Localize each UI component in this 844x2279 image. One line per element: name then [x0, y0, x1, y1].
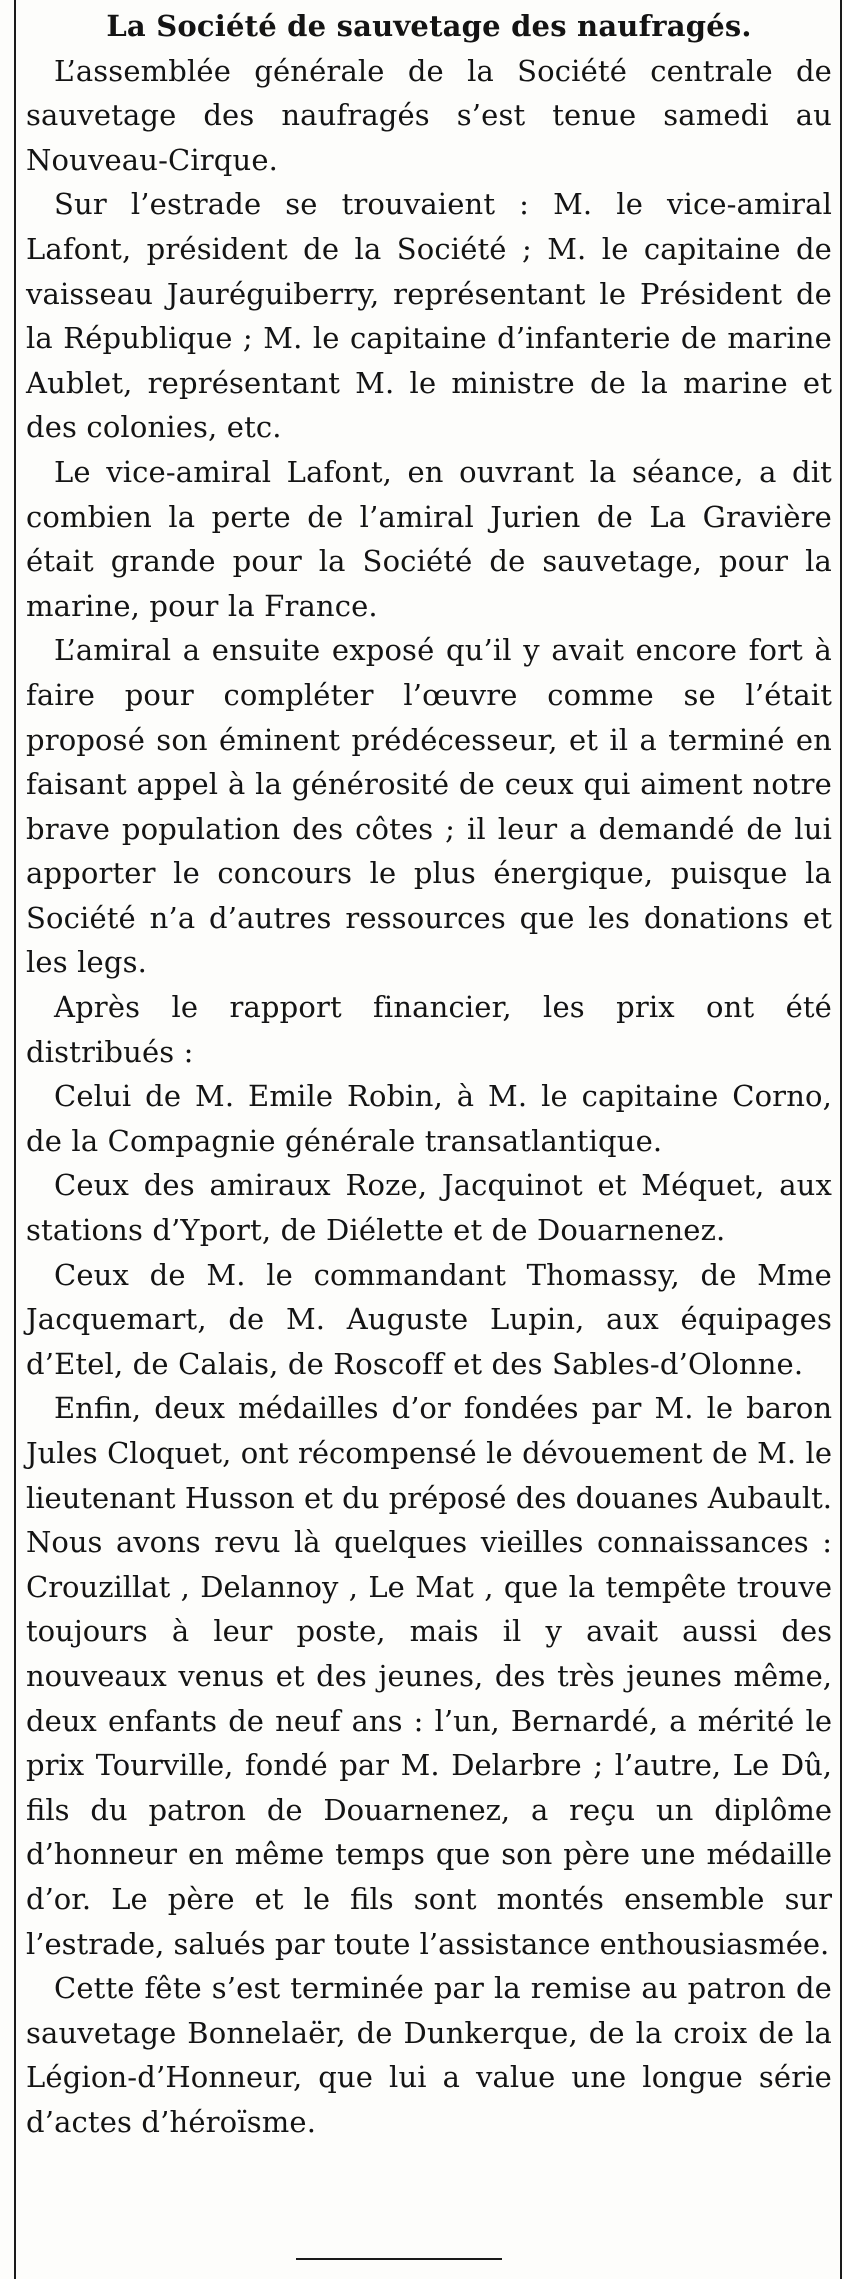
article-headline: La Société de sauvetage des naufragés.	[106, 9, 752, 43]
paragraph-estrade: Sur l’estrade se trouvaient : M. le vice-amiral Lafont, président de la Société ; M. le capitaine de vaisseau Jauréguiberry, représentant le Président de la République ; M. le capitaine d’infanterie de marine Aublet, représentant M. le ministre de la marine et des colonies, etc.	[26, 187, 832, 445]
column-rule-left	[14, 0, 16, 2279]
paragraph-prix-distribues: Après le rapport financier, les prix ont été distribués :	[26, 990, 832, 1069]
paragraph-ouverture: Le vice-amiral Lafont, en ouvrant la séance, a dit combien la perte de l’amiral Jurien de La Gravière était grande pour la Société de sauvetage, pour la marine, pour la France.	[26, 454, 832, 623]
paragraph-amiral-expose: L’amiral a ensuite exposé qu’il y avait encore fort à faire pour compléter l’œuvre comme se l’était proposé son éminent prédécesseur, et il a terminé en faisant appel à la générosité de ceux qui aiment notre brave population des côtes ; il leur a demandé de lui apporter le concours le plus énergique, puisque la Société n’a d’autres ressources que les donations et les legs.	[26, 633, 832, 980]
paragraph-prix-thomassy: Ceux de M. le commandant Thomassy, de Mme Jacquemart, de M. Auguste Lupin, aux équipages d’Etel, de Calais, de Roscoff et des Sables-d’Olonne.	[26, 1257, 832, 1381]
paragraph-medailles: Enfin, deux médailles d’or fondées par M. le baron Jules Cloquet, ont récompensé le dévouement de M. le lieutenant Husson et du préposé des douanes Aubault. Nous avons revu là quelques vieilles connaissances : Crouzillat , Delannoy , Le Mat , que la tempête trouve toujours à leur poste, mais il y avait aussi des nouveaux venus et des jeunes, des très jeunes même, deux enfants de neuf ans : l’un, Bernardé, a mérité le prix Tourville, fondé par M. Delarbre ; l’autre, Le Dû, fils du patron de Douarnenez, a reçu un diplôme d’honneur en même temps que son père une médaille d’or. Le père et le fils sont montés ensemble sur l’estrade, salués par toute l’assistance enthousiasmée.	[26, 1391, 832, 1961]
paragraph-prix-robin: Celui de M. Emile Robin, à M. le capitaine Corno, de la Compagnie générale transatlantique.	[26, 1079, 832, 1158]
column-rule-right	[840, 0, 842, 2279]
end-rule	[296, 2258, 502, 2260]
paragraph-prix-amiraux: Ceux des amiraux Roze, Jacquinot et Méquet, aux stations d’Yport, de Diélette et de Douarnenez.	[26, 1168, 832, 1248]
paragraph-conclusion: Cette fête s’est terminée par la remise au patron de sauvetage Bonnelaër, de Dunkerque, de la croix de la Légion-d’Honneur, que lui a value une longue série d’actes d’héroïsme.	[26, 1971, 832, 2139]
paragraph-assemblee: L’assemblée générale de la Société centrale de sauvetage des naufragés s’est tenue samedi au Nouveau-Cirque.	[26, 53, 832, 177]
article	[26, 4, 832, 2145]
